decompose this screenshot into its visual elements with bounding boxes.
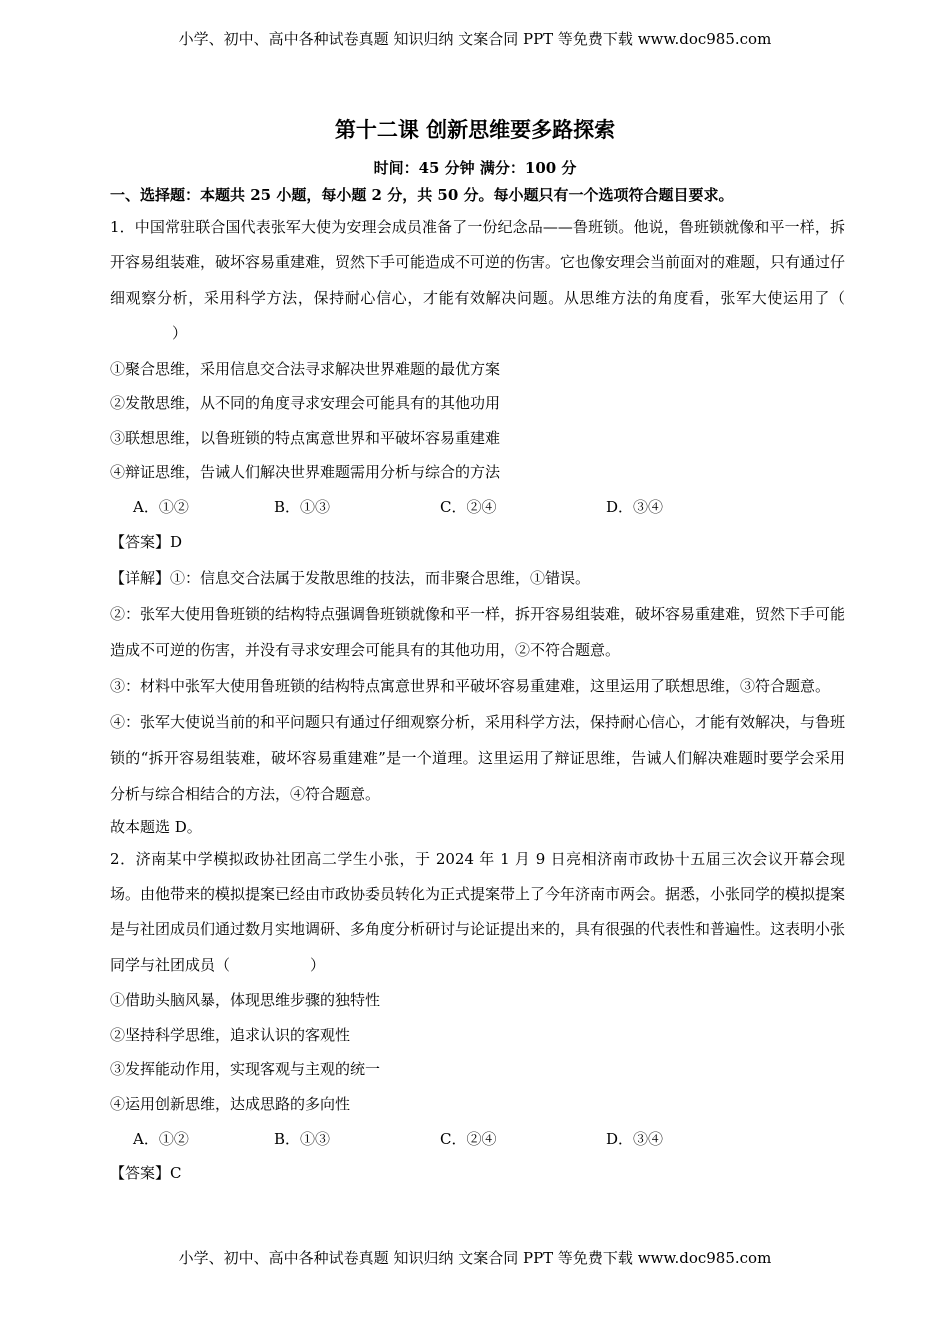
choice-c: C．②④ <box>440 1129 497 1148</box>
answer-line <box>110 525 845 560</box>
choice-c: C．②④ <box>440 498 497 516</box>
exam-meta: 时间：45 分钟 满分：100 分 <box>373 159 577 177</box>
question-stem-close: ） <box>172 324 188 343</box>
answer-value: C <box>170 1164 182 1183</box>
answer-line <box>110 1156 845 1191</box>
choice-d: D．③④ <box>606 1129 664 1148</box>
question-stem-text: 1．中国常驻联合国代表张军大使为安理会成员准备了一份纪念品——鲁班锁。他说，鲁班锁就像和平一样，拆开容易组装难，破坏容易重建难，贸然下手可能造成不可逆的伤害。它也像安理会当前面对的难题，只有通过仔细观察分析，采用科学方法，保持耐心信心，才能有效解决问题。从思维方法的角度看，张军大使运用了（ <box>110 218 846 307</box>
question-stem <box>110 842 845 984</box>
footer-banner: 小学、初中、高中各种试卷真题 知识归纳 文案合同 PPT 等免费下载 www.doc985.com <box>178 1249 772 1267</box>
statement-option: ②坚持科学思维，追求认识的客观性 <box>110 1025 351 1044</box>
answer-choices <box>110 490 845 525</box>
statement-option: ②发散思维，从不同的角度寻求安理会可能具有的其他功用 <box>110 394 501 413</box>
answer-label: 【答案】 <box>110 1164 171 1183</box>
section-heading: 一、选择题：本题共 25 小题，每小题 2 分，共 50 分。每小题只有一个选项符合题目要求。 <box>110 186 734 204</box>
answer-value: D <box>170 532 183 551</box>
detail-line: ③：材料中张军大使用鲁班锁的结构特点寓意世界和平破坏容易重建难，这里运用了联想思维，③符合题意。 <box>110 676 831 695</box>
choice-a: A．①② <box>133 498 189 516</box>
statement-option: ③联想思维，以鲁班锁的特点寓意世界和平破坏容易重建难 <box>110 428 501 447</box>
detail-line: ②：张军大使用鲁班锁的结构特点强调鲁班锁就像和平一样，拆开容易组装难，破坏容易重建难，贸然下手可能造成不可逆的伤害，并没有寻求安理会可能具有的其他功用，②不符合题意。 <box>110 604 846 659</box>
choice-b: B．①③ <box>274 498 331 516</box>
question-1 <box>110 210 845 842</box>
detail-text: ①：信息交合法属于发散思维的技法，而非聚合思维，①错误。 <box>170 568 591 587</box>
choice-d: D．③④ <box>606 498 664 516</box>
choice-b: B．①③ <box>274 1129 331 1148</box>
statement-option: ①借助头脑风暴，体现思维步骤的独特性 <box>110 991 381 1010</box>
statement-option: ①聚合思维，采用信息交合法寻求解决世界难题的最优方案 <box>110 359 501 378</box>
question-stem-text: 2．济南某中学模拟政协社团高二学生小张，于 2024 年 1 月 9 日亮相济南市政协十五届三次会议开幕会现场。由他带来的模拟提案已经由市政协委员转化为正式提案带上了今年济南市两会。据悉，小张同学的模拟提案是与社团成员们通过数月实地调研、多角度分析研讨与论证提出来的，具有很强的代表性和普遍性。这表明小张同学与社团成员（ <box>110 849 846 974</box>
header-banner: 小学、初中、高中各种试卷真题 知识归纳 文案合同 PPT 等免费下载 www.doc985.com <box>178 30 772 48</box>
statement-option: ③发挥能动作用，实现客观与主观的统一 <box>110 1060 381 1079</box>
detail-line <box>110 560 845 596</box>
detail-label: 【详解】 <box>110 568 171 587</box>
question-stem <box>110 210 845 352</box>
question-2 <box>110 842 845 1192</box>
detail-line: ④：张军大使说当前的和平问题只有通过仔细观察分析，采用科学方法，保持耐心信心，才能有效解决，与鲁班锁的“拆开容易组装难，破坏容易重建难”是一个道理。这里运用了辩证思维，告诫人们解决难题时要学会采用分析与综合相结合的方法，④符合题意。 <box>110 712 846 803</box>
answer-label: 【答案】 <box>110 532 171 551</box>
conclusion: 故本题选 D。 <box>110 817 202 836</box>
answer-choices <box>110 1122 845 1157</box>
statement-option: ④辩证思维，告诫人们解决世界难题需用分析与综合的方法 <box>110 463 501 482</box>
question-stem-close: ） <box>310 955 326 974</box>
document-body <box>110 184 845 1191</box>
page-title: 第十二课 创新思维要多路探索 <box>334 117 616 142</box>
choice-a: A．①② <box>133 1129 189 1148</box>
statement-option: ④运用创新思维，达成思路的多向性 <box>110 1095 351 1113</box>
